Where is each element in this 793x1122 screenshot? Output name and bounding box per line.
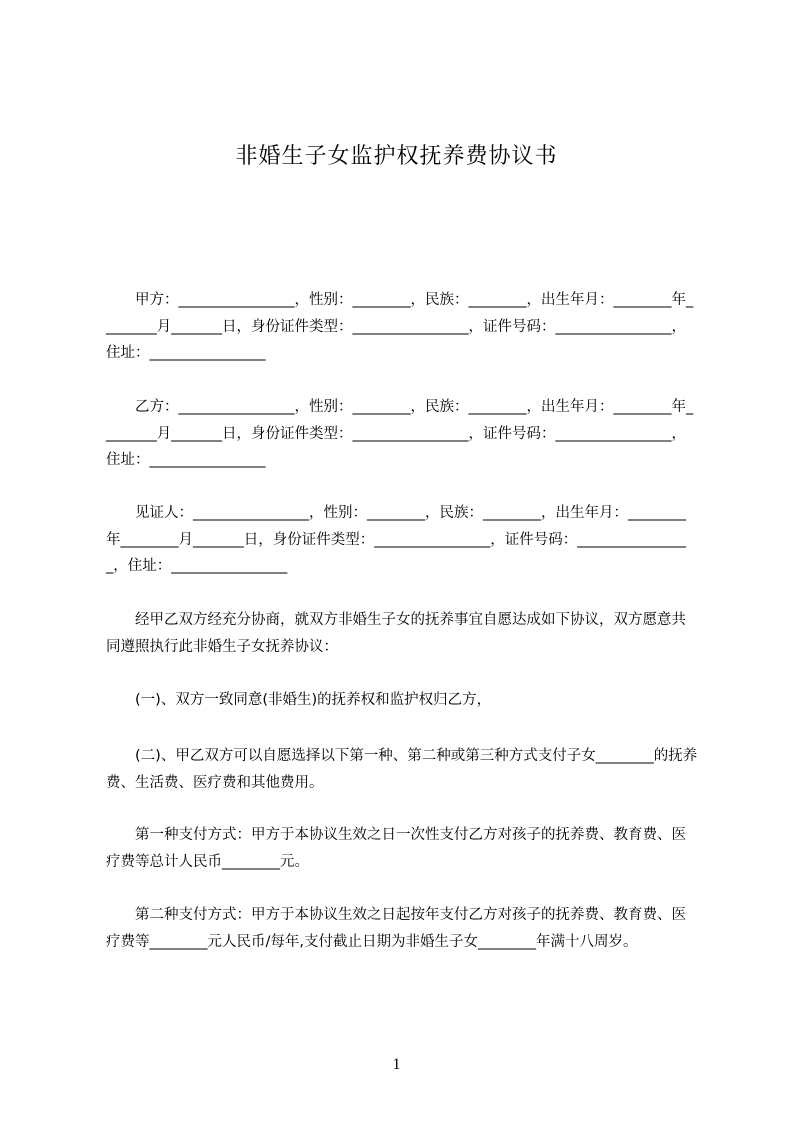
party-b-paragraph: 乙方：________________，性别：________，民族：________，出生年月：________年________月_______日，身份证件类型：________________，证件号码：________________，住址：________________: [106, 399, 694, 468]
party-a-paragraph: 甲方：________________，性别：________，民族：________，出生年月：________年________月_______日，身份证件类型：________________，证件号码：________________，住址：________________: [106, 292, 694, 361]
clause-2-paragraph: (二)、甲乙双方可以自愿选择以下第一种、第二种或第三种方式支付子女________的抚养费、生活费、医疗费和其他费用。: [106, 748, 698, 791]
document-title: 非婚生子女监护权抚养费协议书: [235, 144, 558, 169]
payment-method-1-paragraph: 第一种支付方式：甲方于本协议生效之日一次性支付乙方对孩子的抚养费、教育费、医疗费等总计人民币________元。: [106, 827, 686, 870]
page-number: 1: [392, 1056, 401, 1073]
intro-paragraph: 经甲乙双方经充分协商，就双方非婚生子女的抚养事宜自愿达成如下协议，双方愿意共同遵照执行此非婚生子女抚养协议：: [106, 612, 686, 655]
clause-1-paragraph: (一)、双方一致同意(非婚生)的抚养权和监护权归乙方，: [106, 692, 492, 708]
payment-method-2-paragraph: 第二种支付方式：甲方于本协议生效之日起按年支付乙方对孩子的抚养费、教育费、医疗费等________元人民币/每年,支付截止日期为非婚生子女________年满十八周岁。: [106, 907, 686, 950]
witness-paragraph: 见证人：________________，性别：________，民族：________，出生年月：________年________月_______日，身份证件类型：________________，证件号码：________________，住址：________________: [106, 505, 686, 574]
